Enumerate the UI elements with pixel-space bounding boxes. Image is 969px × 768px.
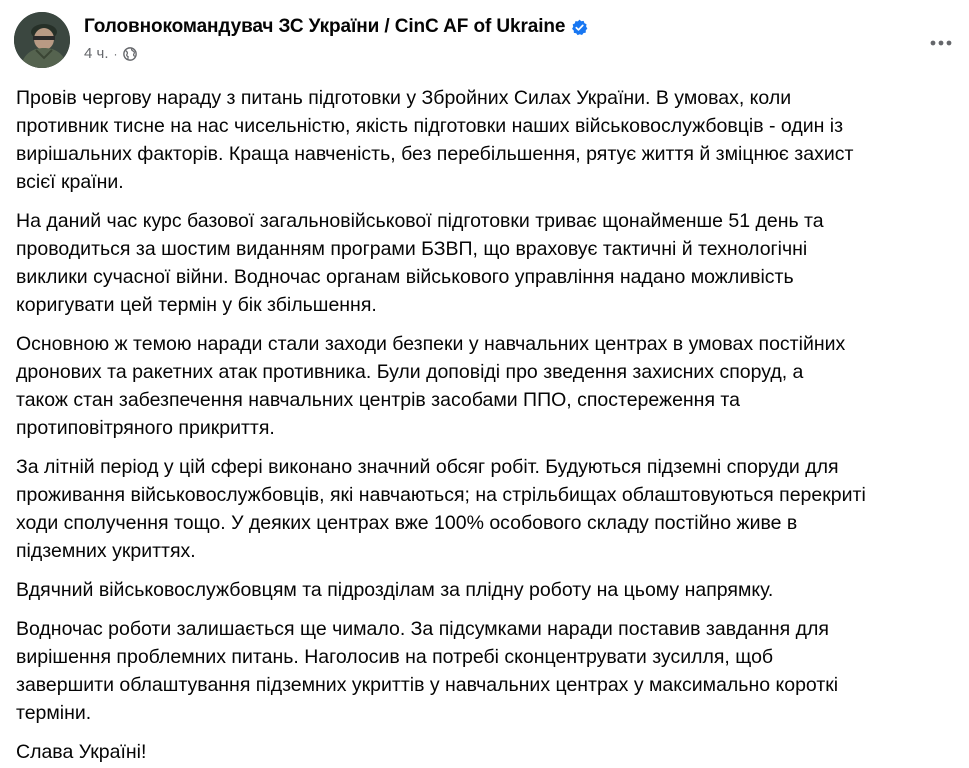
meta-separator: · xyxy=(113,46,118,61)
author-block xyxy=(84,16,588,62)
post-paragraph-4: За літній період у цій сфері виконано значний обсяг робіт. Будуються підземні споруди для проживання військовослужбовців, які навчаються; на стрільбищах облаштовуються перекриті ходи сполучення тощо. У деяких центрах вже 100% особового складу постійно живе в підземних укриттях. xyxy=(16,456,866,562)
more-options-icon xyxy=(930,33,952,51)
more-options-button[interactable] xyxy=(923,24,959,60)
post-paragraph-2: На даний час курс базової загальновійськової підготовки триває щонайменше 51 день та проводиться за шостим виданням програми БЗВП, що враховує тактичні й технологічні виклики сучасної війни. Водночас органам військового управління надано можливість коригувати цей термін у бік збільшення. xyxy=(16,210,824,316)
avatar-image xyxy=(14,12,70,68)
author-name[interactable]: Головнокомандувач ЗС України / CinC AF of Ukraine xyxy=(84,16,566,37)
post-paragraph-5: Вдячний військовослужбовцям та підрозділам за плідну роботу на цьому напрямку. xyxy=(16,579,774,601)
post-meta xyxy=(84,45,588,62)
post-paragraph-7: Слава Україні! xyxy=(16,741,147,763)
post-timestamp[interactable]: 4 ч. xyxy=(84,45,109,62)
post-text xyxy=(16,84,969,768)
post-paragraph-3: Основною ж темою наради стали заходи безпеки у навчальних центрах в умовах постійних дронових та ракетних атак противника. Були доповіді про зведення захисних споруд, а також стан забезпечення навчальних центрів засобами ППО, спостереження та протиповітряного прикриття. xyxy=(16,333,846,439)
post-header xyxy=(14,12,969,76)
globe-icon[interactable] xyxy=(123,47,137,61)
post-paragraph-6: Водночас роботи залишається ще чимало. За підсумками наради поставив завдання для вирішення проблемних питань. Наголосив на потребі сконцентрувати зусилля, щоб завершити облаштування підземних укриттів у навчальних центрах у максимально короткі терміни. xyxy=(16,618,839,724)
author-avatar[interactable] xyxy=(14,12,70,68)
verified-badge-icon xyxy=(571,19,588,36)
post-paragraph-1: Провів чергову нараду з питань підготовки у Збройних Силах України. В умовах, коли противник тисне на нас чисельністю, якість підготовки наших військовослужбовців - один із вирішальних факторів. Краща навченість, без перебільшення, рятує життя й зміцнює захист всієї країни. xyxy=(16,87,854,193)
author-line xyxy=(84,16,588,38)
